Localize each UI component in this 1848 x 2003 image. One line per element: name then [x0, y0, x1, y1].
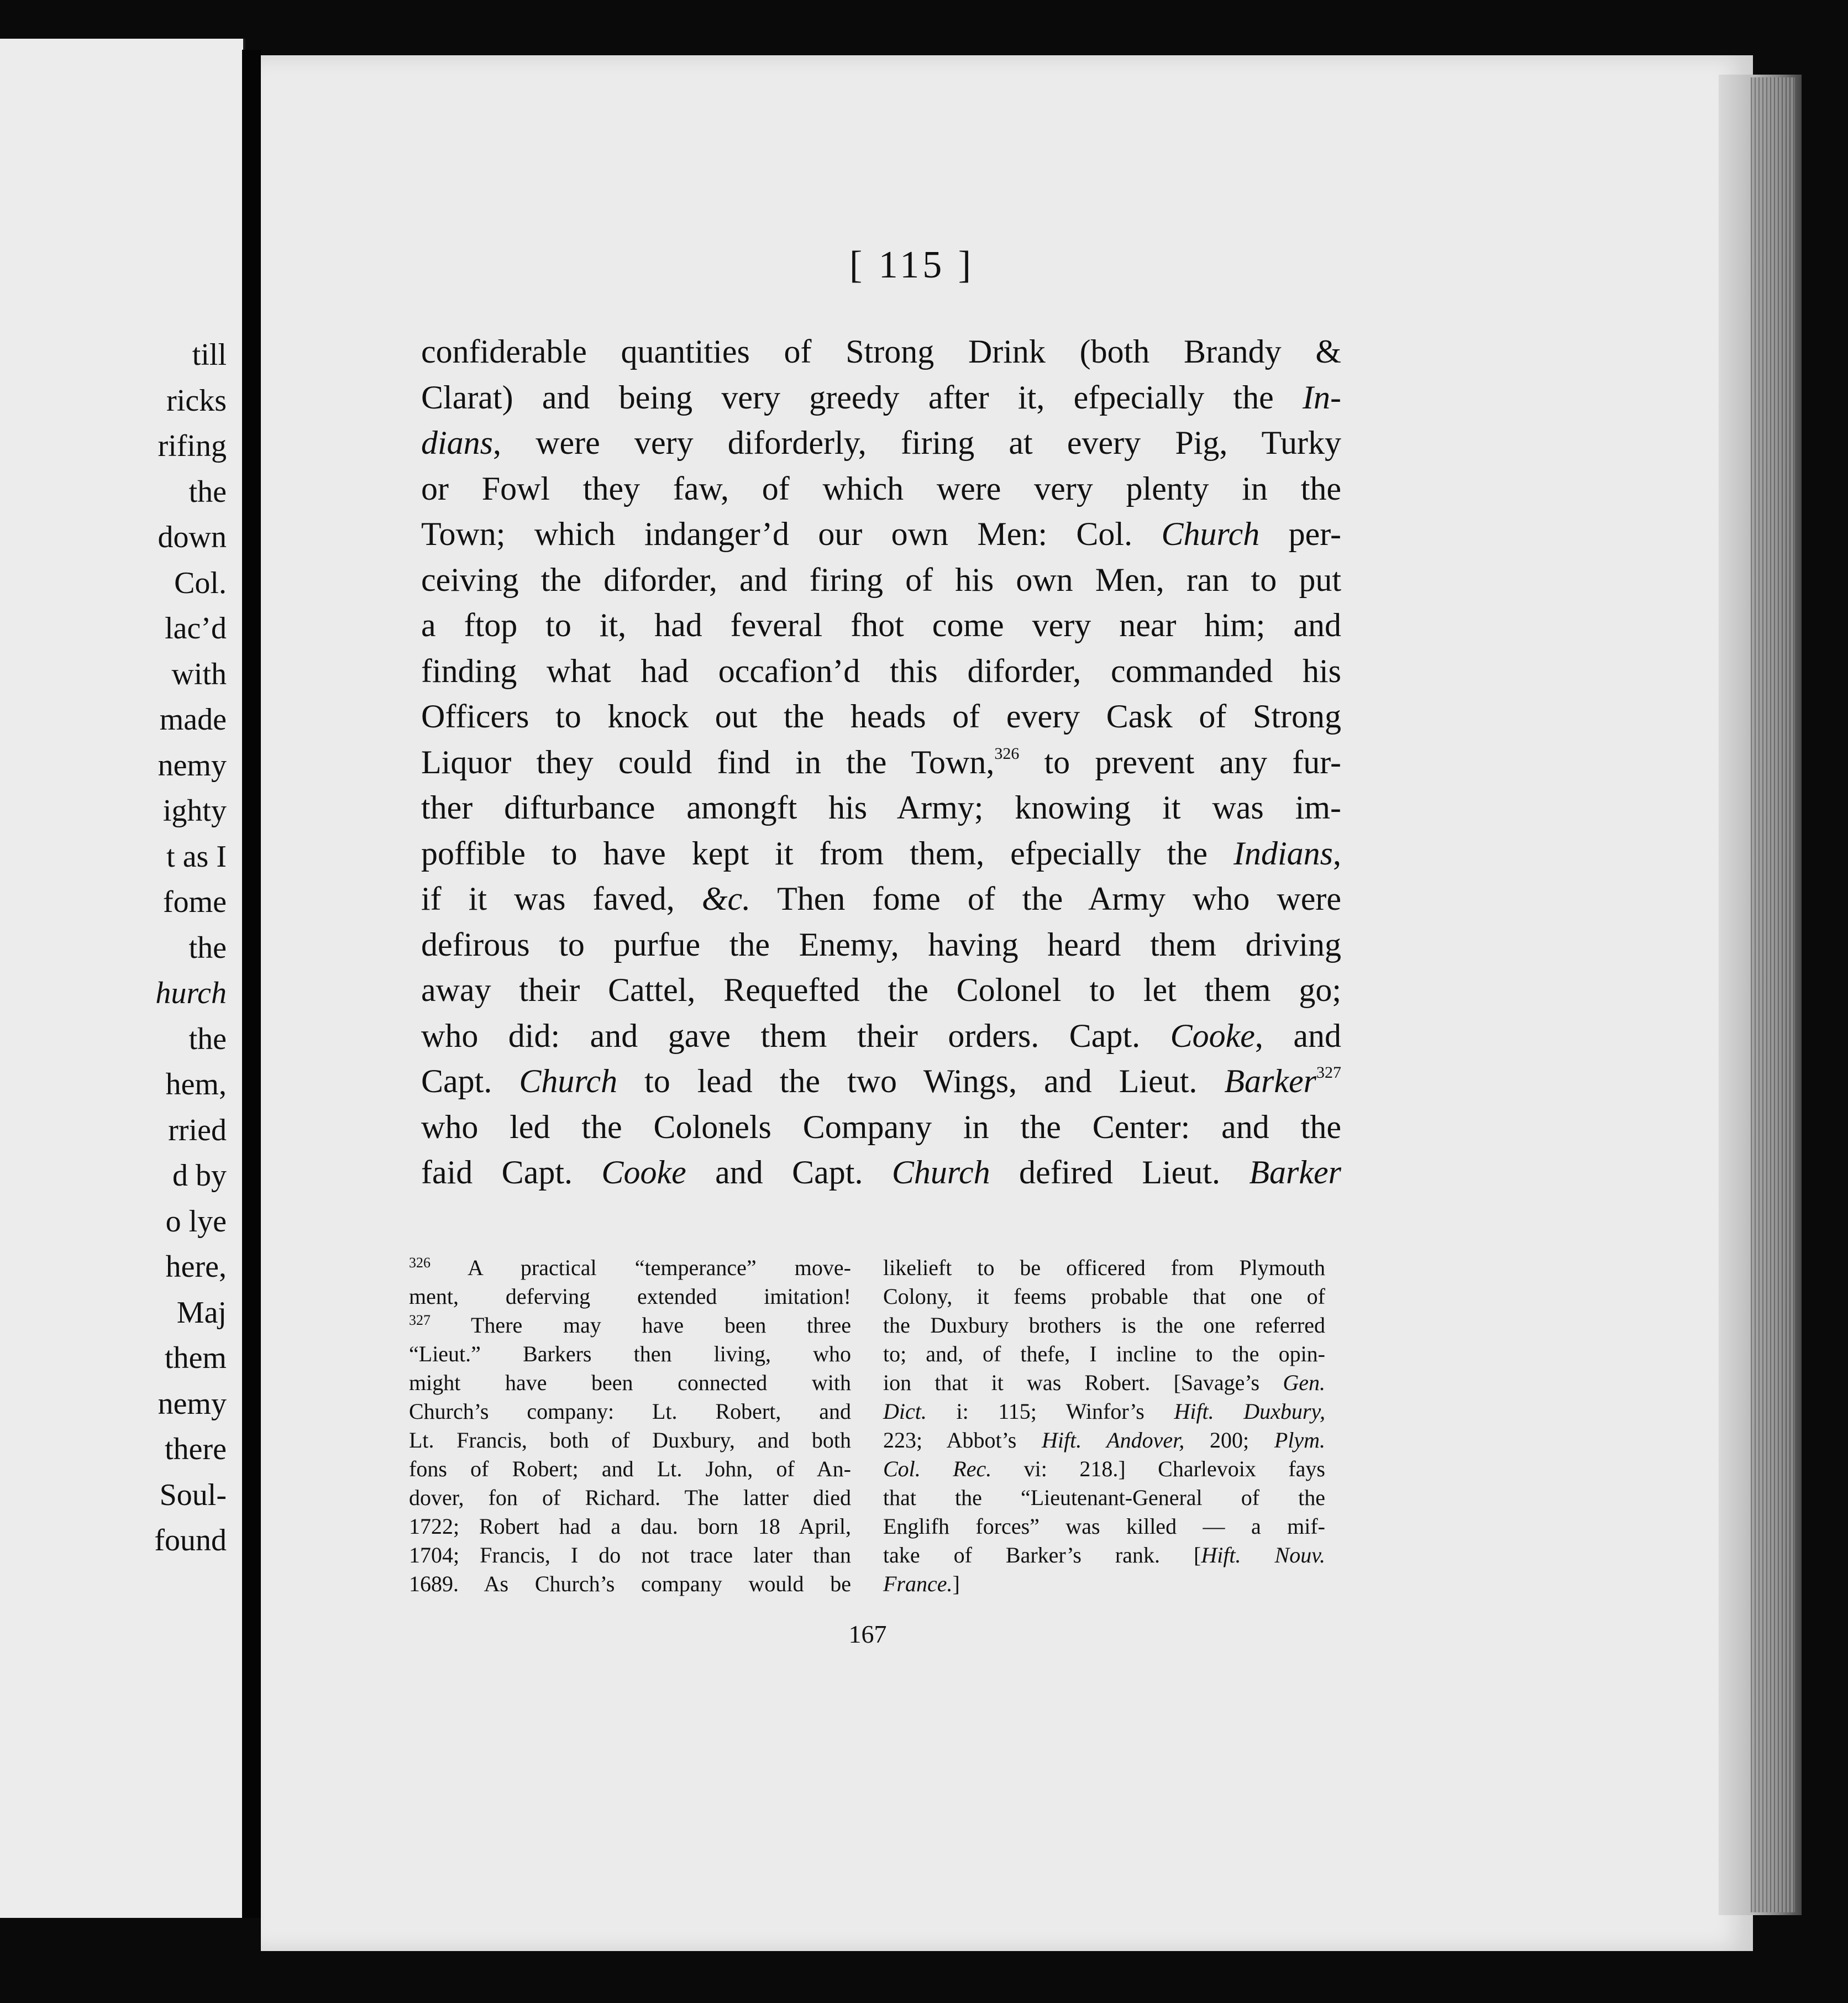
footnote-line [883, 1455, 1325, 1483]
text-run: Liquor they could find in the Town, [421, 743, 995, 780]
text-run: Colony, it feems probable that one of [883, 1284, 1325, 1309]
previous-page-line: them [165, 1341, 227, 1375]
text-run: Church’s company: Lt. Robert, and [409, 1399, 851, 1424]
footnote-line [883, 1254, 1325, 1282]
text-run: &c. [701, 880, 751, 917]
text-run: or Fowl they faw, of which were very plenty in the [421, 470, 1341, 507]
body-line [421, 694, 1341, 740]
footnote-line [883, 1282, 1325, 1311]
note-reference: 327 [409, 1312, 431, 1328]
text-run: that the “Lieutenant-General of the [883, 1485, 1325, 1510]
text-run: “Lieut.” Barkers then living, who [409, 1341, 851, 1366]
note-reference: 327 [1316, 1063, 1341, 1082]
text-run: likelieft to be officered from Plymouth [883, 1255, 1325, 1280]
page-edge-lines [1751, 77, 1795, 1912]
text-run: and Capt. [686, 1154, 892, 1191]
previous-page-line: till [192, 338, 227, 372]
text-run: 1704; Francis, I do not trace later than [409, 1543, 851, 1567]
text-run: , were very diforderly, firing at every Pig, Turky [493, 424, 1341, 461]
note-reference: 326 [994, 744, 1020, 763]
footnote-line [409, 1282, 851, 1311]
text-run: Hift. Andover, [1042, 1428, 1185, 1453]
body-line [421, 1150, 1341, 1195]
body-line [421, 329, 1341, 375]
text-run: who led the Colonels Company in the Center: and the [421, 1108, 1341, 1145]
text-run: defired Lieut. [990, 1154, 1250, 1191]
footnote-line [409, 1512, 851, 1541]
text-run: who did: and gave them their orders. Capt. [421, 1017, 1170, 1054]
body-line [421, 1104, 1341, 1150]
text-run: There may have been three [431, 1313, 851, 1338]
body-line [421, 967, 1341, 1013]
previous-page-line: Col. [174, 565, 227, 600]
text-run: 1722; Robert had a dau. born 18 April, [409, 1514, 851, 1539]
note-reference: 326 [409, 1255, 431, 1271]
text-run: defirous to purfue the Enemy, having heard them driving [421, 926, 1341, 963]
text-run: take of Barker’s rank. [ [883, 1543, 1201, 1567]
footnote-line [409, 1340, 851, 1368]
previous-page-line: there [165, 1432, 227, 1466]
text-run: Capt. [421, 1063, 519, 1099]
text-run: confiderable quantities of Strong Drink (both Brandy & [421, 333, 1341, 370]
text-run: poffible to have kept it from them, efpecially the [421, 835, 1233, 872]
text-run: ment, deferving extended imitation! [409, 1284, 851, 1309]
footnote-line [409, 1368, 851, 1397]
text-run: to; and, of thefe, I incline to the opin- [883, 1341, 1325, 1366]
previous-page-line: hurch [155, 976, 227, 1010]
previous-page [0, 39, 245, 1918]
body-text [421, 329, 1341, 1195]
previous-page-line: lac’d [165, 611, 227, 646]
body-line [421, 557, 1341, 603]
text-run: Cooke [601, 1154, 686, 1191]
body-line [421, 876, 1341, 922]
text-run: ceiving the diforder, and firing of his own Men, ran to put [421, 561, 1341, 598]
text-run: 200; [1184, 1428, 1274, 1453]
text-run: Town; which indanger’d our own Men: Col. [421, 516, 1162, 552]
text-run: Hift. Duxbury, [1174, 1399, 1326, 1424]
footnote-line [409, 1397, 851, 1426]
text-run: away their Cattel, Requefted the Colonel to let them go; [421, 972, 1341, 1008]
folio-number: 167 [848, 1620, 887, 1648]
text-run: A practical “temperance” move- [431, 1255, 851, 1280]
body-line [421, 785, 1341, 831]
footnote-line [883, 1512, 1325, 1541]
text-run: might have been connected with [409, 1370, 851, 1395]
footnote-line [409, 1541, 851, 1570]
footnote-line [409, 1254, 851, 1282]
footnote-line [883, 1397, 1325, 1426]
previous-page-line: Soul- [159, 1477, 227, 1512]
body-line [421, 420, 1341, 466]
text-run: Dict. [883, 1399, 927, 1424]
previous-page-line: rifing [158, 429, 227, 463]
text-run: ] [952, 1571, 960, 1596]
text-run: Indians [1233, 835, 1333, 872]
footnote-line [883, 1570, 1325, 1598]
footnote-line [883, 1541, 1325, 1570]
text-run: Officers to knock out the heads of every Cask of Strong [421, 698, 1341, 735]
text-run: , [1333, 835, 1341, 872]
footnote-line [409, 1311, 851, 1340]
text-run: dover, fon of Richard. The latter died [409, 1485, 851, 1510]
footnotes-right-column [883, 1254, 1325, 1598]
previous-page-line: rried [168, 1113, 227, 1147]
text-run: i: 115; Winfor’s [926, 1399, 1174, 1424]
text-run: Clarat) and being very greedy after it, efpecially the [421, 379, 1303, 416]
footnotes-left-column [409, 1254, 851, 1598]
text-run: Lt. Francis, both of Duxbury, and both [409, 1428, 851, 1453]
text-run: Hift. Nouv. [1201, 1543, 1325, 1567]
text-run: fons of Robert; and Lt. John, of An- [409, 1456, 851, 1481]
text-run: France. [883, 1571, 953, 1596]
footnote-line [883, 1426, 1325, 1455]
text-run: Church [1161, 516, 1260, 552]
text-run: , and [1254, 1017, 1341, 1054]
running-head: [ 115 ] [849, 244, 975, 286]
text-run: dians [421, 424, 494, 461]
previous-page-line: d by [172, 1158, 227, 1193]
body-line [421, 466, 1341, 512]
previous-page-line: the [188, 930, 227, 965]
previous-page-line: Maj [176, 1295, 227, 1330]
previous-page-line: the [188, 1021, 227, 1056]
previous-page-line: ricks [166, 383, 227, 418]
text-run: Barker [1249, 1154, 1342, 1191]
text-run: to prevent any fur- [1019, 743, 1342, 780]
footnote-line [883, 1311, 1325, 1340]
text-run: a ftop to it, had feveral fhot come very near him; and [421, 607, 1341, 643]
text-run: Then fome of the Army who were [750, 880, 1341, 917]
previous-page-line: nemy [158, 1386, 227, 1421]
body-line [421, 602, 1341, 648]
previous-page-line: down [158, 520, 227, 554]
text-run: Gen. [1283, 1370, 1325, 1395]
text-run: faid Capt. [421, 1154, 602, 1191]
body-line [421, 375, 1341, 421]
previous-page-line: ighty [162, 794, 227, 828]
previous-page-line: found [154, 1523, 227, 1558]
previous-page-line: hem, [165, 1067, 227, 1102]
previous-page-line: o lye [165, 1204, 227, 1239]
text-run: ion that it was Robert. [Savage’s [883, 1370, 1283, 1395]
previous-page-line: with [171, 657, 227, 691]
body-line [421, 1058, 1341, 1104]
text-run: finding what had occafion’d this diforder, commanded his [421, 652, 1341, 689]
text-run: Barker [1224, 1063, 1316, 1099]
text-run: Col. Rec. [883, 1456, 992, 1481]
previous-page-line: fome [162, 885, 227, 919]
text-run: per- [1259, 516, 1341, 552]
footnote-line [883, 1368, 1325, 1397]
text-run: Cooke [1170, 1017, 1255, 1054]
body-line [421, 1013, 1341, 1059]
footnote-line [409, 1426, 851, 1455]
text-run: 1689. As Church’s company would be [409, 1571, 851, 1596]
previous-page-line: made [159, 702, 227, 737]
text-run: Englifh forces” was killed — a mif- [883, 1514, 1325, 1539]
previous-page-line: the [188, 474, 227, 509]
text-run: Church [519, 1063, 618, 1099]
text-run: to lead the two Wings, and Lieut. [617, 1063, 1225, 1099]
previous-page-line: t as I [166, 839, 227, 874]
text-run: vi: 218.] Charlevoix fays [991, 1456, 1325, 1481]
text-run: if it was faved, [421, 880, 702, 917]
book-gutter [242, 50, 261, 1918]
body-line [421, 831, 1341, 877]
body-line [421, 922, 1341, 968]
footnote-line [409, 1570, 851, 1598]
text-run: ther difturbance amongft his Army; knowing it was im- [421, 789, 1341, 826]
body-line [421, 740, 1341, 785]
body-line [421, 648, 1341, 694]
text-run: Plym. [1274, 1428, 1325, 1453]
text-run: In- [1303, 379, 1341, 416]
footnote-line [409, 1455, 851, 1483]
footnote-line [883, 1340, 1325, 1368]
body-line [421, 511, 1341, 557]
previous-page-line: here, [165, 1250, 227, 1284]
previous-page-line: nemy [158, 748, 227, 783]
text-run: Church [891, 1154, 990, 1191]
footnote-line [883, 1483, 1325, 1512]
text-run: the Duxbury brothers is the one referred [883, 1313, 1325, 1338]
footnote-line [409, 1483, 851, 1512]
text-run: 223; Abbot’s [883, 1428, 1042, 1453]
